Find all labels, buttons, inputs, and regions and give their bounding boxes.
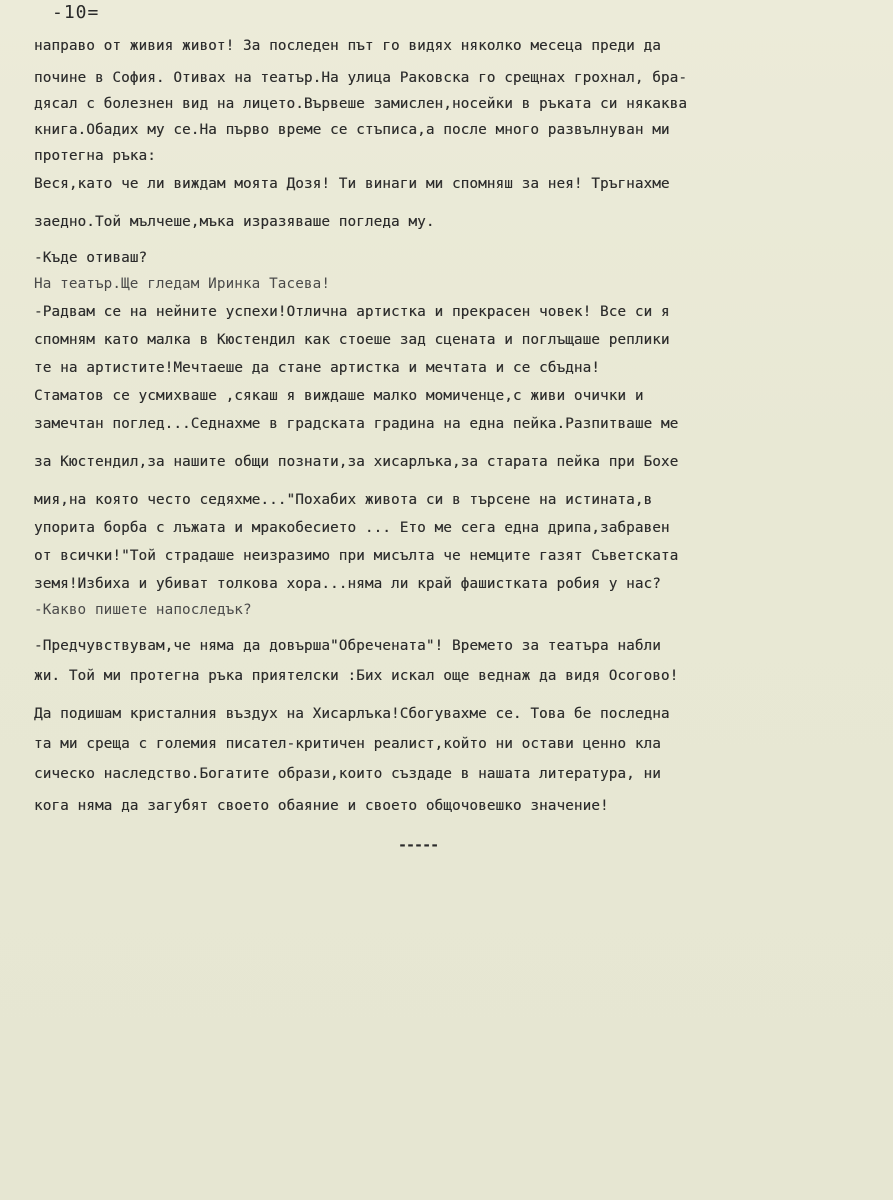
text-line: упорита борба с лъжата и мракобесието ... Ето ме сега една дрипа,забравен: [34, 520, 670, 536]
text-line: дясал с болезнен вид на лицето.Вървеше замислен,носейки в ръката си някаква: [34, 96, 688, 112]
text-line: почине в София. Отивах на театър.На улица Раковска го срещнах грохнал, бра-: [34, 70, 688, 86]
text-line: книга.Обадих му се.На първо време се стъписа,а после много развълнуван ми: [34, 122, 670, 138]
text-line: те на артистите!Мечтаеше да стане артистка и мечтата и се сбъдна!: [34, 360, 600, 376]
text-line: протегна ръка:: [34, 148, 156, 164]
text-line: направо от живия живот! За последен път го видях няколко месеца преди да: [34, 38, 661, 54]
text-line: за Кюстендил,за нашите общи познати,за хисарлъка,за старата пейка при Бохе: [34, 454, 679, 470]
text-line: замечтан поглед...Седнахме в градската градина на една пейка.Разпитваше ме: [34, 416, 679, 432]
text-line: -Радвам се на нейните успехи!Отлична артистка и прекрасен човек! Все си я: [34, 304, 670, 320]
text-line: от всички!"Той страдаше неизразимо при мисълта че немците газят Съветската: [34, 548, 679, 564]
text-line: заедно.Той мълчеше,мъка изразяваше погледа му.: [34, 214, 435, 230]
text-line: -Какво пишете напоследък?: [34, 602, 252, 618]
text-line: мия,на която често седяхме..."Похабих живота си в търсене на истината,в: [34, 492, 653, 508]
text-line: Стаматов се усмихваше ,сякаш я виждаше малко момиченце,с живи очички и: [34, 388, 644, 404]
text-line: -Предчувствувам,че няма да довърша"Обречената"! Времето за театъра набли: [34, 638, 661, 654]
text-line: Веся,като че ли виждам моята Дозя! Ти винаги ми спомняш за нея! Тръгнахме: [34, 176, 670, 192]
end-mark: -----: [398, 836, 439, 854]
text-line: спомням като малка в Кюстендил как стоеше зад сцената и поглъщаше реплики: [34, 332, 670, 348]
page-number: -10=: [52, 2, 100, 23]
text-line: кога няма да загубят своето обаяние и своето общочовешко значение!: [34, 798, 609, 814]
text-line: жи. Той ми протегна ръка приятелски :Бих искал още веднаж да видя Осогово!: [34, 668, 679, 684]
text-line: сическо наследство.Богатите образи,които създаде в нашата литература, ни: [34, 766, 661, 782]
text-line: земя!Избиха и убиват толкова хора...няма ли край фашистката робия у нас?: [34, 576, 661, 592]
text-line: На театър.Ще гледам Иринка Тасева!: [34, 276, 331, 292]
text-line: -Къде отиваш?: [34, 250, 148, 266]
text-line: та ми среща с големия писател-критичен реалист,който ни остави ценно кла: [34, 736, 661, 752]
text-line: Да подишам кристалния въздух на Хисарлъка!Сбогувахме се. Това бе последна: [34, 706, 670, 722]
